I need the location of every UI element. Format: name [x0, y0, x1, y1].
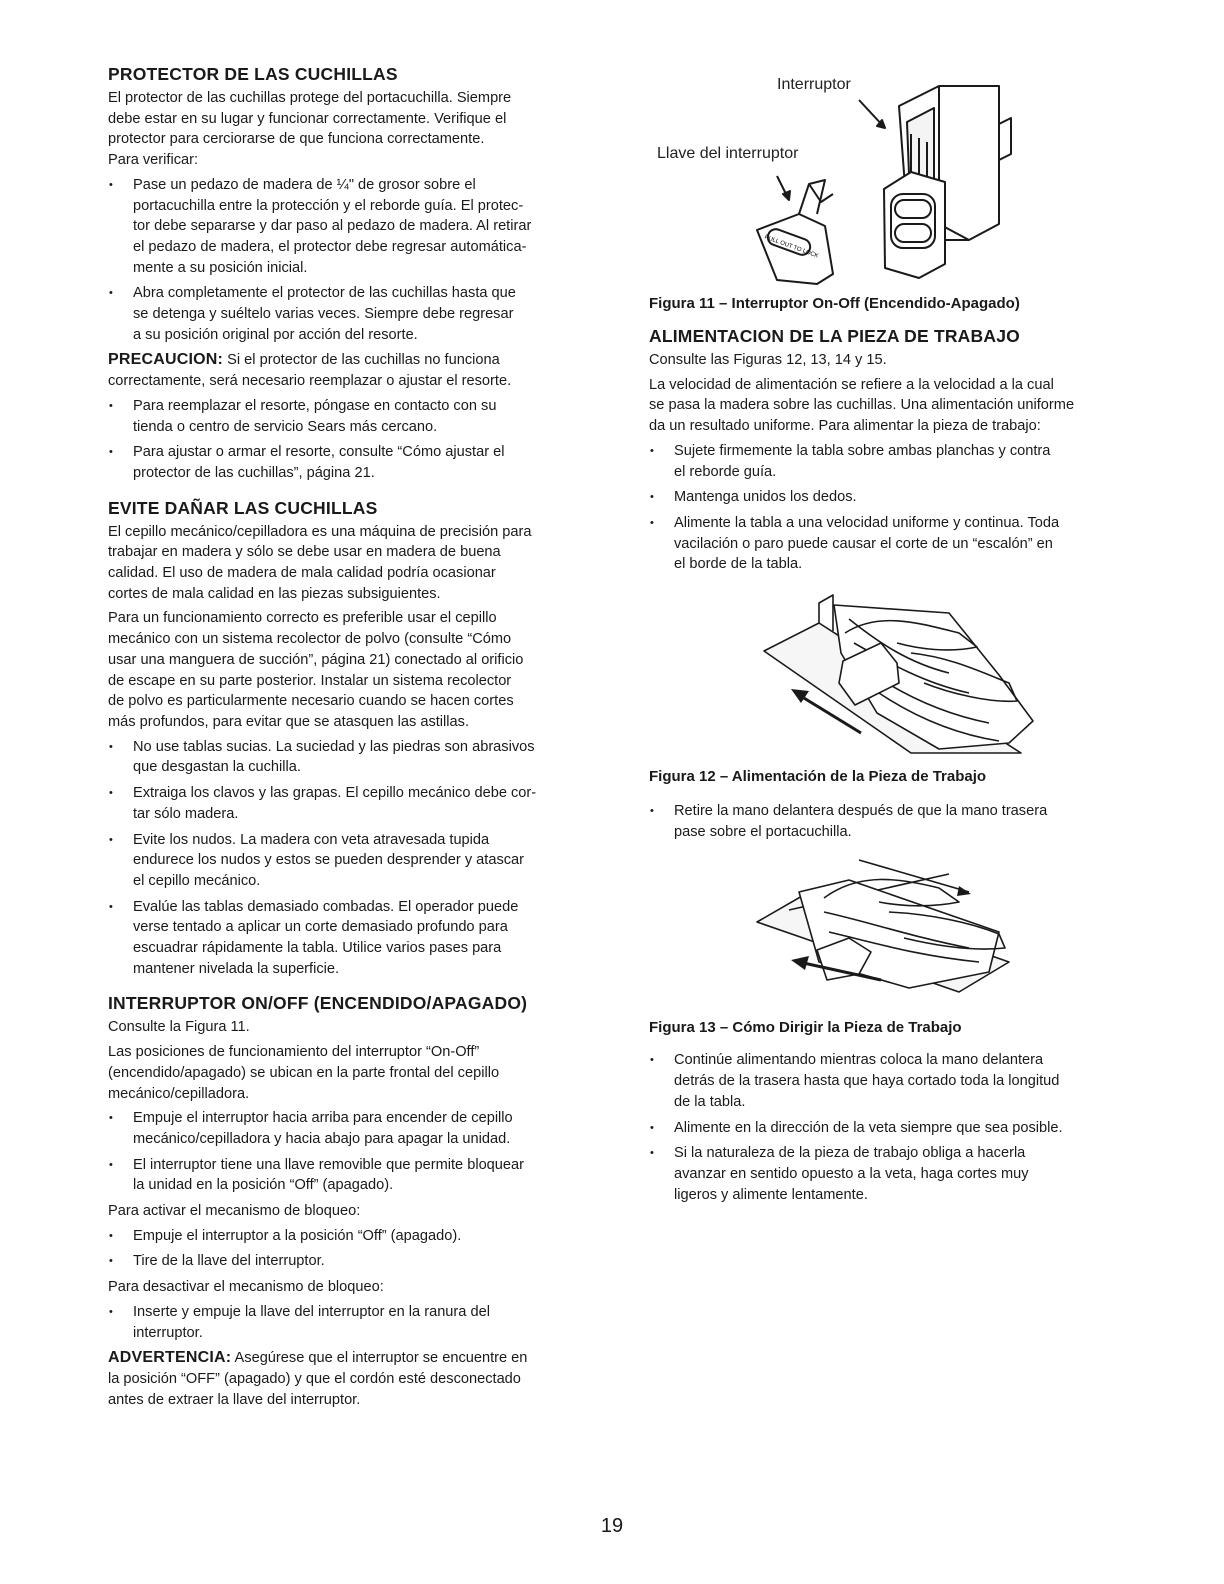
- feeding-paragraph: La velocidad de alimentación se refiere a la velocidad a la cual se pasa la madera sobre las cuchillas. Una alimentación uniforme da un resultado uniforme. Para alimentar la pieza de trabajo:: [649, 376, 1075, 435]
- avoid-damage-paragraph-2: Para un funcionamiento correcto es preferible usar el cepillo mecánico con un sistema recolector de polvo (consulte “Cómo usar una manguera de succión”, página 21) conectado al orificio de escape en su parte posterior. Instalar un sistema recolector de polvo es particularmente necesario cuando se hacen cortes más profundos, para evitar que se atasquen las astillas.: [108, 610, 524, 730]
- lock-activate-list: [108, 1226, 606, 1272]
- list-item: • El interruptor tiene una llave removible que permite bloquear la unidad en la posición “Off” (apagado).: [108, 1155, 606, 1196]
- list-item: • Extraiga los clavos y las grapas. El cepillo mecánico debe cor- tar sólo madera.: [108, 783, 606, 824]
- section-heading-feeding: ALIMENTACION DE LA PIEZA DE TRABAJO: [649, 326, 1020, 346]
- switch-list: [108, 1108, 606, 1196]
- figure-12-caption: Figura 12 – Alimentación de la Pieza de Trabajo: [649, 768, 987, 786]
- section-heading-avoid-damage: EVITE DAÑAR LAS CUCHILLAS: [108, 497, 378, 518]
- list-item: • Inserte y empuje la llave del interruptor en la ranura del interruptor.: [108, 1302, 606, 1343]
- list-item: • Continúe alimentando mientras coloca la mano delantera detrás de la trasera hasta que haya cortado toda la longitud de la tabla.: [649, 1050, 1143, 1112]
- caution-text-second: correctamente, será necesario reemplazar o ajustar el resorte.: [108, 373, 512, 390]
- list-item: • Para reemplazar el resorte, póngase en contacto con su tienda o centro de servicio Sears más cercano.: [108, 396, 606, 437]
- arrow-head: [783, 191, 790, 200]
- switch-paragraph: Las posiciones de funcionamiento del interruptor “On-Off” (encendido/apagado) se ubican en la parte frontal del cepillo mecánico/cepilladora.: [108, 1044, 500, 1102]
- list-item: • Evalúe las tablas demasiado combadas. El operador puede verse tentado a aplicar un corte demasiado profundo para escuadrar rápidamente la tabla. Utilice varios pases para mantener nivelada la superficie.: [108, 897, 606, 980]
- list-item: • Alimente en la dirección de la veta siempre que sea posible.: [649, 1118, 1143, 1139]
- list-item: • Si la naturaleza de la pieza de trabajo obliga a hacerla avanzar en sentido opuesto a la veta, haga cortes muy ligeros y alimente lentamente.: [649, 1143, 1143, 1205]
- list-item: • No use tablas sucias. La suciedad y las piedras son abrasivos que desgastan la cuchilla.: [108, 737, 606, 778]
- blade-guard-checks: [108, 175, 606, 346]
- left-column: [108, 64, 606, 1414]
- feeding-figure-ref: Consulte las Figuras 12, 13, 14 y 15.: [649, 352, 887, 368]
- switch-key-label: Llave del interruptor: [657, 145, 799, 162]
- list-item: • Alimente la tabla a una velocidad uniforme y continua. Toda vacilación o paro puede causar el corte de un “escalón” en el borde de la tabla.: [649, 513, 1143, 575]
- list-item: • Abra completamente el protector de las cuchillas hasta que se detenga y suéltelo varias veces. Siempre debe regresar a su posición original por acción del resorte.: [108, 283, 606, 345]
- avoid-damage-list: [108, 737, 606, 980]
- list-item: • Retire la mano delantera después de que la mano trasera pase sobre el portacuchilla.: [649, 801, 1143, 842]
- steering-illustration: [649, 852, 1143, 1012]
- figure-13-caption: Figura 13 – Cómo Dirigir la Pieza de Trabajo: [649, 1019, 962, 1037]
- hand-list: [649, 801, 1143, 842]
- list-item: • Tire de la llave del interruptor.: [108, 1251, 606, 1272]
- steer-arrow: [859, 860, 969, 892]
- warning-label: ADVERTENCIA:: [108, 1349, 232, 1367]
- switch-illustration: [649, 64, 1143, 294]
- figure-12: [649, 583, 1143, 763]
- switch-label: Interruptor: [777, 76, 851, 93]
- key-stamp-text: PULL OUT TO LOCK: [763, 234, 820, 260]
- page-number: 19: [600, 1515, 624, 1537]
- arrow-head: [791, 956, 809, 970]
- warning-text-rest: la posición “OFF” (apagado) y que el cordón esté desconectado antes de extraer la llave del interruptor.: [108, 1370, 521, 1408]
- switch-figure-ref: Consulte la Figura 11.: [108, 1019, 250, 1036]
- caution-label: PRECAUCION:: [108, 351, 224, 369]
- caution-paragraph: [108, 350, 606, 391]
- list-item: • Evite los nudos. La madera con veta atravesada tupida endurece los nudos y estos se pueden desprender y atascar el cepillo mecánico.: [108, 830, 606, 892]
- feeding-list: [649, 441, 1143, 575]
- switch-terminal: [999, 118, 1011, 160]
- lock-activate-label: Para activar el mecanismo de bloqueo:: [108, 1203, 361, 1220]
- spring-steps: [108, 396, 606, 484]
- blade-guard-intro: El protector de las cuchillas protege del portacuchilla. Siempre debe estar en su lugar y funcionar correctamente. Verifique el protector para cerciorarse de que funciona correctamente. Para verificar:: [108, 90, 512, 169]
- list-item: • Empuje el interruptor a la posición “Off” (apagado).: [108, 1226, 606, 1247]
- lock-deactivate-list: [108, 1302, 606, 1343]
- figure-11-caption: Figura 11 – Interruptor On-Off (Encendido-Apagado): [649, 295, 1020, 312]
- list-item: • Pase un pedazo de madera de ¼" de grosor sobre el portacuchilla entre la protección y el reborde guía. El protec- tor debe separarse y dar paso al pedazo de madera. Al retirar el pedazo de madera, el protector debe regresar automática- mente a su posición inicial.: [108, 175, 606, 279]
- caution-text-first: Si el protector de las cuchillas no funciona: [223, 352, 500, 369]
- list-item: • Sujete firmemente la tabla sobre ambas planchas y contra el reborde guía.: [649, 441, 1143, 482]
- right-column: [649, 64, 1143, 1210]
- list-item: • Mantenga unidos los dedos.: [649, 487, 1143, 508]
- feeding-illustration: [649, 583, 1143, 763]
- figure-11: [649, 64, 1143, 294]
- arrow-head: [957, 886, 971, 896]
- list-item: • Empuje el interruptor hacia arriba para encender de cepillo mecánico/cepilladora y hacia abajo para apagar la unidad.: [108, 1108, 606, 1149]
- figure-13: [649, 852, 1143, 1012]
- warning-paragraph: [108, 1348, 606, 1410]
- section-heading-switch: INTERRUPTOR ON/OFF (ENCENDIDO/APAGADO): [108, 993, 528, 1014]
- list-item: • Para ajustar o armar el resorte, consulte “Cómo ajustar el protector de las cuchillas”, página 21.: [108, 442, 606, 483]
- avoid-damage-paragraph-1: El cepillo mecánico/cepilladora es una máquina de precisión para trabajar en madera y sólo se debe usar en madera de buena calidad. El uso de madera de mala calidad podría ocasionar cortes de mala calidad en las piezas subsiguientes.: [108, 523, 532, 602]
- warning-text-first: Asegúrese que el interruptor se encuentre en: [231, 1350, 528, 1367]
- continue-list: [649, 1050, 1143, 1205]
- lock-deactivate-label: Para desactivar el mecanismo de bloqueo:: [108, 1279, 384, 1296]
- section-heading-blade-guard: PROTECTOR DE LAS CUCHILLAS: [108, 64, 398, 84]
